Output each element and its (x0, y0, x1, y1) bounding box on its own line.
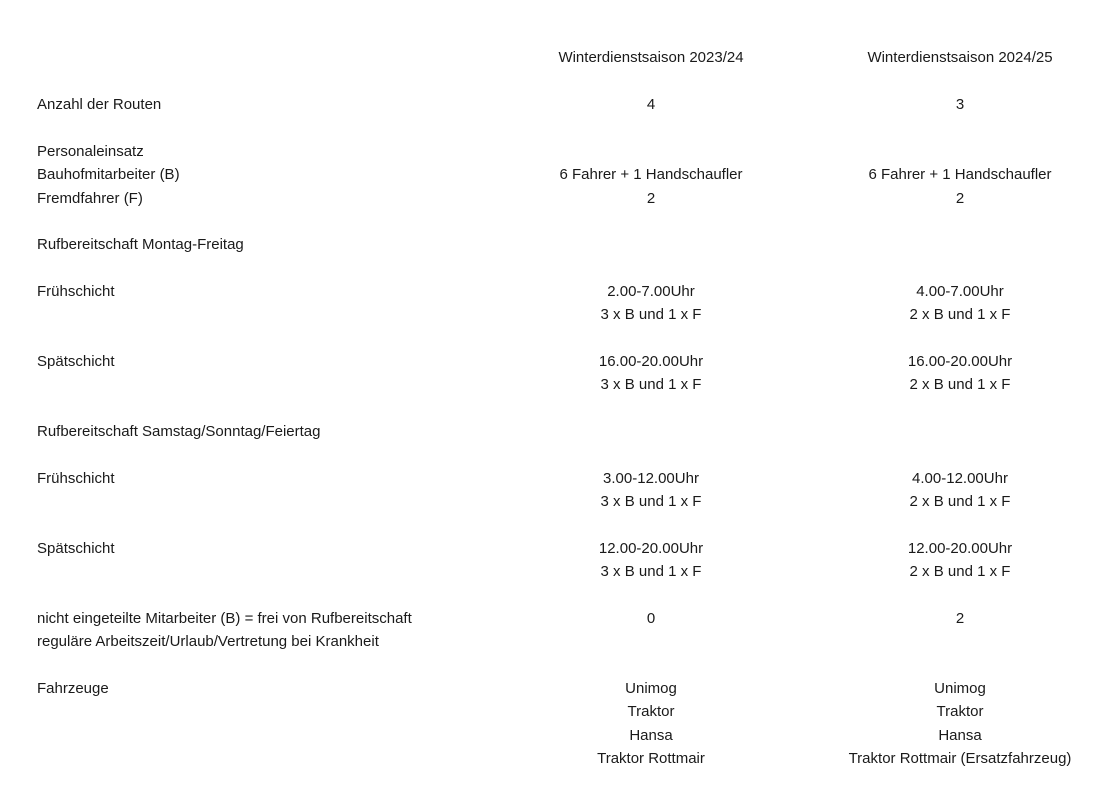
season-header-2023-24: Winterdienstsaison 2023/24 (558, 49, 744, 66)
vehicle-2023-24: Unimog (625, 680, 677, 697)
vehicle-2024-25: Traktor (936, 703, 984, 720)
weekday-early-time-2024-25: 4.00-7.00Uhr (916, 283, 1004, 300)
weekday-late-crew-2023-24: 3 x B und 1 x F (600, 376, 702, 393)
weekday-early-time-2023-24: 2.00-7.00Uhr (607, 283, 695, 300)
vehicle-2023-24: Hansa (629, 727, 673, 744)
vehicle-2024-25: Traktor Rottmair (Ersatzfahrzeug) (848, 750, 1072, 767)
bauhof-staff-label: Bauhofmitarbeiter (B) (37, 166, 180, 183)
free-staff-2023-24: 0 (646, 610, 656, 627)
routes-value-2024-25: 3 (955, 96, 965, 113)
weekend-early-time-2024-25: 4.00-12.00Uhr (912, 470, 1008, 487)
weekday-early-crew-2023-24: 3 x B und 1 x F (600, 306, 702, 323)
external-drivers-2024-25: 2 (955, 190, 965, 207)
weekend-late-shift-label: Spätschicht (37, 540, 115, 557)
season-header-2024-25: Winterdienstsaison 2024/25 (867, 49, 1053, 66)
weekday-late-crew-2024-25: 2 x B und 1 x F (909, 376, 1011, 393)
routes-label: Anzahl der Routen (37, 96, 162, 113)
vehicle-2024-25: Unimog (934, 680, 986, 697)
weekend-early-shift-label: Frühschicht (37, 470, 115, 487)
vehicles-label: Fahrzeuge (37, 680, 109, 697)
weekend-late-time-2023-24: 12.00-20.00Uhr (598, 540, 704, 557)
weekday-early-crew-2024-25: 2 x B und 1 x F (909, 306, 1011, 323)
weekend-early-crew-2023-24: 3 x B und 1 x F (600, 493, 702, 510)
free-staff-label-line-1: nicht eingeteilte Mitarbeiter (B) = frei von Rufbereitschaft (37, 610, 412, 627)
weekday-late-time-2024-25: 16.00-20.00Uhr (907, 353, 1013, 370)
external-drivers-label: Fremdfahrer (F) (37, 190, 143, 207)
staff-heading: Personaleinsatz (37, 143, 144, 160)
weekend-early-time-2023-24: 3.00-12.00Uhr (603, 470, 699, 487)
bauhof-staff-2024-25: 6 Fahrer + 1 Handschaufler (868, 166, 1052, 183)
weekend-oncall-heading: Rufbereitschaft Samstag/Sonntag/Feiertag (37, 423, 321, 440)
routes-value-2023-24: 4 (646, 96, 656, 113)
vehicle-2023-24: Traktor Rottmair (597, 750, 705, 767)
vehicle-2023-24: Traktor (627, 703, 675, 720)
weekday-late-time-2023-24: 16.00-20.00Uhr (598, 353, 704, 370)
weekend-early-crew-2024-25: 2 x B und 1 x F (909, 493, 1011, 510)
free-staff-2024-25: 2 (955, 610, 965, 627)
weekday-late-shift-label: Spätschicht (37, 353, 115, 370)
weekend-late-crew-2024-25: 2 x B und 1 x F (909, 563, 1011, 580)
weekend-late-time-2024-25: 12.00-20.00Uhr (907, 540, 1013, 557)
weekday-oncall-heading: Rufbereitschaft Montag-Freitag (37, 236, 244, 253)
vehicle-2024-25: Hansa (938, 727, 982, 744)
external-drivers-2023-24: 2 (646, 190, 656, 207)
weekend-late-crew-2023-24: 3 x B und 1 x F (600, 563, 702, 580)
free-staff-label-line-2: reguläre Arbeitszeit/Urlaub/Vertretung bei Krankheit (37, 633, 379, 650)
weekday-early-shift-label: Frühschicht (37, 283, 115, 300)
bauhof-staff-2023-24: 6 Fahrer + 1 Handschaufler (559, 166, 743, 183)
